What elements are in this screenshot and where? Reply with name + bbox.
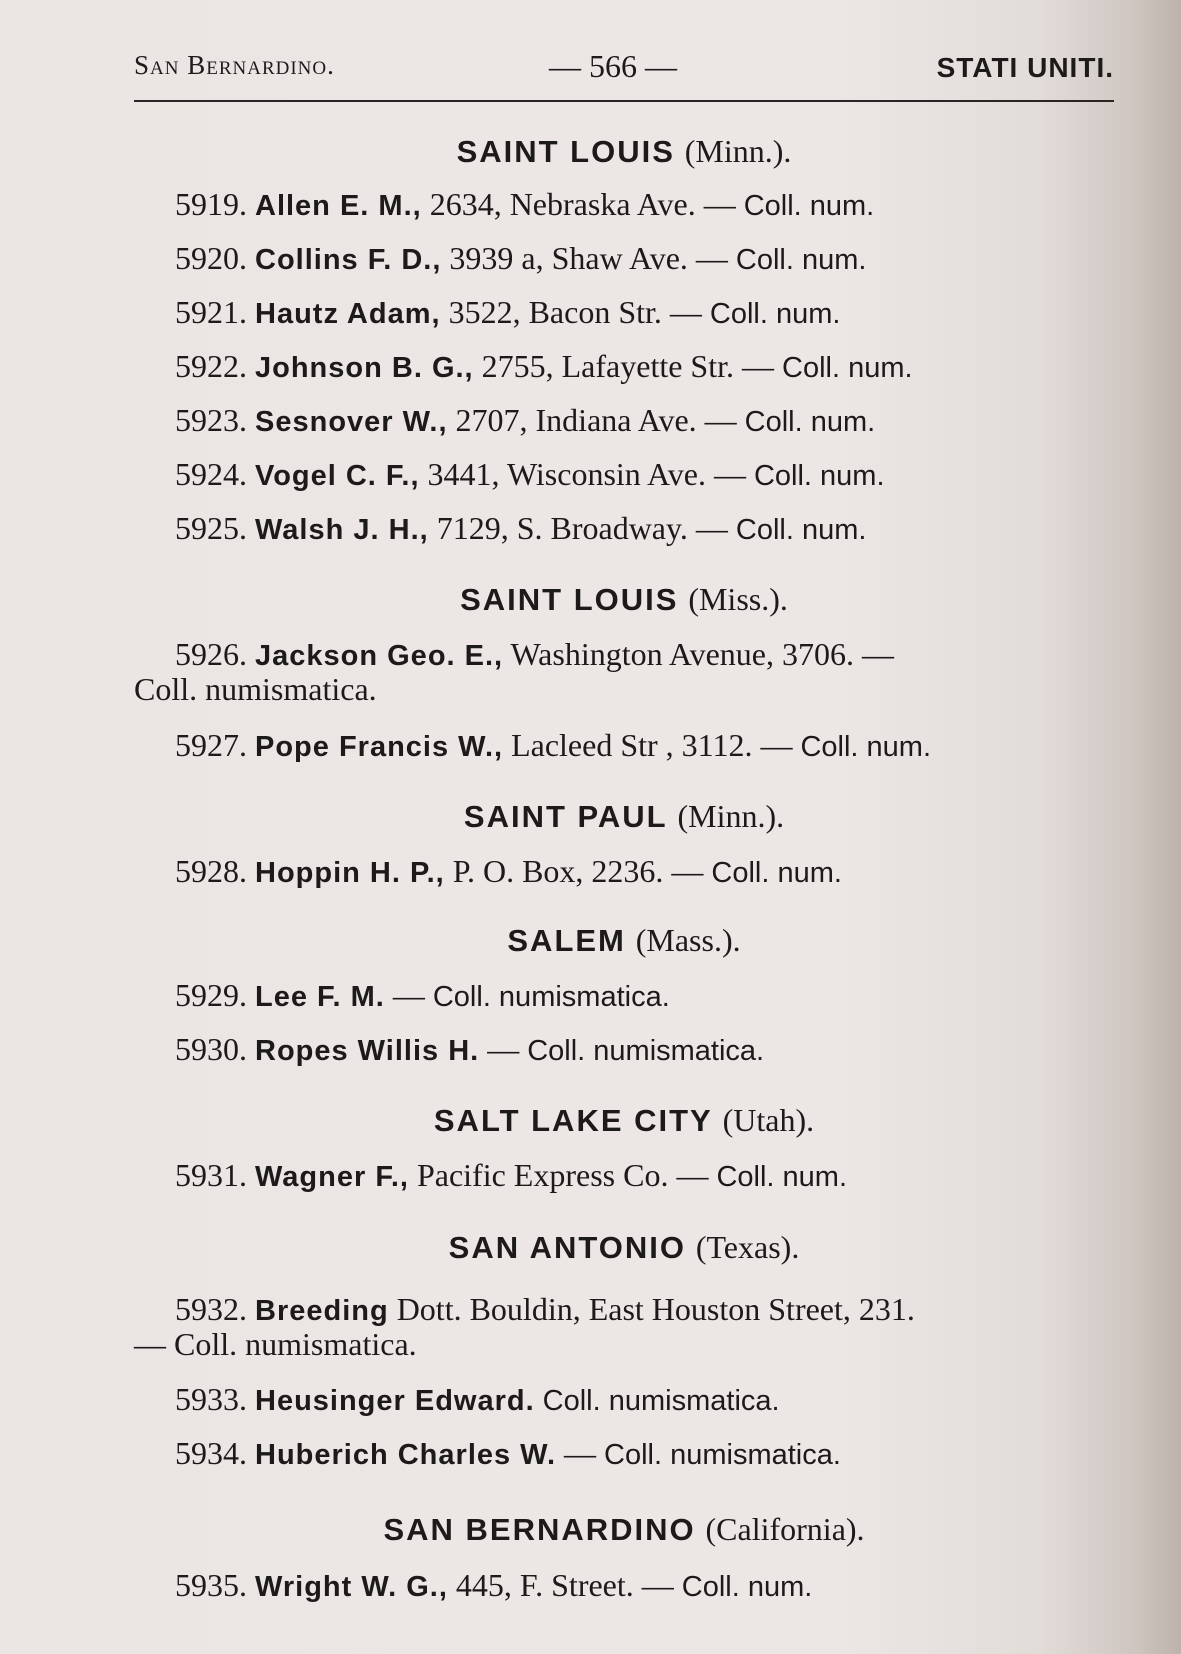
entry-number: 5931. [175, 1157, 247, 1193]
state-name: (Texas). [695, 1229, 800, 1265]
section-heading [134, 922, 1114, 959]
entry-collection: Coll. num. [709, 298, 841, 330]
entry-name: Huberich Charles W. [255, 1439, 557, 1471]
city-name: SAINT LOUIS [460, 582, 679, 617]
running-head-left: San Bernardino. [134, 50, 335, 80]
entry-collection: Coll. num. [681, 1571, 813, 1603]
entry-number: 5932. [175, 1291, 247, 1327]
entry-name: Walsh J. H., [255, 514, 429, 546]
city-name: SAN BERNARDINO [383, 1512, 696, 1547]
entry-number: 5920. [175, 240, 247, 276]
city-name: SAINT PAUL [463, 799, 668, 834]
entry-number: 5922. [175, 348, 247, 384]
entry-collection: Coll. num. [800, 731, 932, 763]
directory-entry [175, 1157, 847, 1194]
entry-number: 5919. [175, 186, 247, 222]
directory-entry [175, 1381, 780, 1418]
entry-name: Allen E. M., [255, 190, 422, 222]
entry-number: 5934. [175, 1435, 247, 1471]
entry-number: 5929. [175, 977, 247, 1013]
section-heading [134, 1102, 1114, 1139]
entry-name: Breeding [255, 1295, 389, 1327]
entry-collection: Coll. num. [735, 244, 867, 276]
entry-name: Jackson Geo. E., [255, 640, 504, 672]
entry-name: Vogel C. F., [255, 460, 420, 492]
entry-name: Heusinger Edward. [255, 1385, 535, 1417]
city-name: SALEM [507, 923, 626, 958]
entry-number: 5923. [175, 402, 247, 438]
entry-address: 2634, Nebraska Ave. — [429, 186, 736, 222]
entry-address: 2707, Indiana Ave. — [455, 402, 737, 438]
entry-collection: Coll. num. [782, 352, 913, 384]
entry-name: Wagner F., [255, 1161, 409, 1193]
header-rule [134, 100, 1114, 102]
state-name: (Utah). [722, 1102, 815, 1138]
section-heading [134, 1511, 1114, 1548]
entry-collection: Coll. num. [753, 460, 885, 492]
entry-name: Collins F. D., [255, 244, 442, 276]
directory-entry [175, 294, 840, 331]
directory-entry [175, 636, 894, 673]
city-name: SALT LAKE CITY [433, 1103, 713, 1138]
state-name: (Minn.). [684, 133, 792, 169]
state-name: (Minn.). [677, 798, 785, 834]
entry-number: 5933. [175, 1381, 247, 1417]
directory-entry [175, 1567, 812, 1604]
entry-address: 3522, Bacon Str. — [448, 294, 702, 330]
entry-name: Ropes Willis H. [255, 1035, 480, 1067]
directory-entry [175, 186, 874, 223]
entry-name: Sesnover W., [255, 406, 448, 438]
directory-entry [175, 510, 866, 547]
entry-name: Pope Francis W., [255, 731, 504, 763]
entry-collection: Coll. num. [716, 1161, 847, 1193]
directory-entry [175, 456, 885, 493]
section-heading [134, 1229, 1114, 1266]
section-heading [134, 581, 1114, 618]
entry-address: 445, F. Street. — [455, 1567, 674, 1603]
entry-address: 7129, S. Broadway. — [436, 510, 728, 546]
entry-collection: Coll. numismatica. [432, 981, 670, 1013]
directory-entry [175, 1031, 764, 1068]
entry-number: 5925. [175, 510, 247, 546]
directory-entry [175, 853, 842, 890]
city-name: SAN ANTONIO [448, 1230, 686, 1265]
section-heading [134, 798, 1114, 835]
state-name: (California). [705, 1511, 865, 1547]
entry-number: 5924. [175, 456, 247, 492]
entry-collection: Coll. num. [744, 406, 876, 438]
directory-entry [175, 1291, 915, 1328]
entry-address: Lacleed Str , 3112. — [511, 727, 793, 763]
running-head-right: STATI UNITI. [936, 52, 1114, 83]
entry-dash: — [564, 1435, 597, 1471]
entry-address: Pacific Express Co. — [416, 1157, 709, 1193]
directory-entry [175, 402, 875, 439]
entry-name: Hautz Adam, [255, 298, 441, 330]
entry-name: Wright W. G., [255, 1571, 448, 1603]
entry-dash: — [392, 977, 425, 1013]
entry-address: 2755, Lafayette Str. — [481, 348, 774, 384]
entry-address: 3939 a, Shaw Ave. — [449, 240, 728, 276]
entry-number: 5921. [175, 294, 247, 330]
city-name: SAINT LOUIS [456, 134, 675, 169]
entry-continuation: Coll. numismatica. [134, 671, 377, 707]
entry-number: 5930. [175, 1031, 247, 1067]
running-head [134, 48, 1114, 88]
entry-address: Washington Avenue, 3706. — [510, 636, 894, 672]
entry-number: 5927. [175, 727, 247, 763]
entry-address: 3441, Wisconsin Ave. — [427, 456, 746, 492]
directory-entry [175, 727, 931, 764]
entry-number: 5935. [175, 1567, 247, 1603]
entry-collection: Coll. numismatica. [604, 1439, 841, 1471]
entry-name: Hoppin H. P., [255, 857, 445, 889]
state-name: (Mass.). [635, 922, 741, 958]
entry-dash: — [487, 1031, 520, 1067]
page-number: — 566 — [549, 48, 677, 84]
entry-number: 5926. [175, 636, 247, 672]
directory-entry [175, 348, 913, 385]
section-heading [134, 133, 1114, 170]
entry-number: 5928. [175, 853, 247, 889]
entry-address: Dott. Bouldin, East Houston Street, 231. [396, 1291, 915, 1327]
directory-entry [175, 240, 866, 277]
entry-collection: Coll. num. [735, 514, 867, 546]
entry-name: Johnson B. G., [255, 352, 474, 384]
entry-collection: Coll. num. [711, 857, 842, 889]
directory-entry [175, 1435, 841, 1472]
entry-name: Lee F. M. [255, 981, 385, 1013]
entry-continuation: — Coll. numismatica. [134, 1326, 417, 1362]
entry-address: P. O. Box, 2236. — [452, 853, 704, 889]
directory-entry [175, 977, 670, 1014]
entry-collection: Coll. numismatica. [542, 1385, 780, 1417]
entry-collection: Coll. numismatica. [527, 1035, 765, 1067]
entry-collection: Coll. num. [743, 190, 875, 222]
state-name: (Miss.). [688, 581, 788, 617]
